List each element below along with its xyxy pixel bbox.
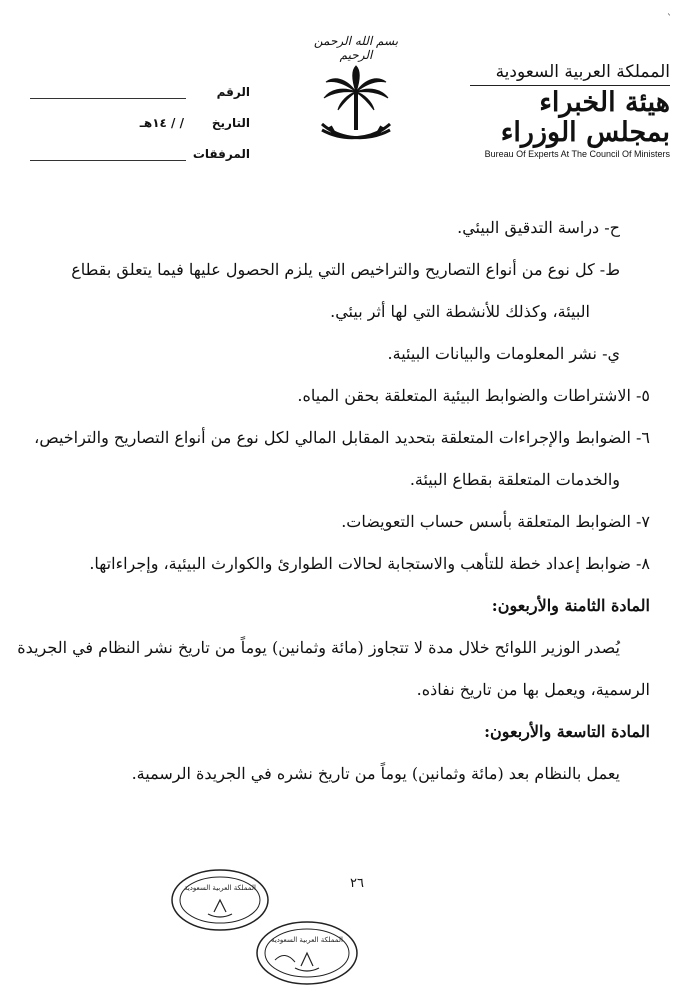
article-48-line1: يُصدر الوزير اللوائح خلال مدة لا تتجاوز (مائة وثمانين) يوماً من تاريخ نشر النظام في الجريدة: [17, 638, 620, 657]
article-48-heading: المادة الثامنة والأربعون:: [491, 596, 650, 615]
item-5: ٥- الاشتراطات والضوابط البيئية المتعلقة بحقن المياه.: [297, 386, 650, 405]
reference-fields: [30, 68, 250, 161]
bureau-name-arabic: هيئة الخبراء بمجلس الوزراء: [500, 87, 670, 148]
number-row: [30, 68, 250, 99]
article-49-heading: المادة التاسعة والأربعون:: [484, 722, 650, 741]
item-6-line2: والخدمات المتعلقة بقطاع البيئة.: [409, 470, 620, 489]
page-number: ٢٦: [350, 876, 364, 891]
item-ta-line1: ط- كل نوع من أنواع التصاريح والتراخيص التي يلزم الحصول عليها فيما يتعلق بقطاع: [71, 260, 620, 279]
bureau-name-english: Bureau Of Experts At The Council Of Ministers: [484, 149, 670, 160]
item-ha: ح- دراسة التدقيق البيئي.: [457, 218, 620, 237]
corner-mark: `: [667, 14, 672, 25]
item-7: ٧- الضوابط المتعلقة بأسس حساب التعويضات.: [341, 512, 650, 531]
date-row: [30, 99, 250, 130]
number-label: الرقم: [216, 85, 250, 99]
seal-1-text: المملكة العربية السعودية: [184, 884, 256, 892]
attachments-row: [30, 130, 250, 161]
item-ya: ي- نشر المعلومات والبيانات البيئية.: [387, 344, 620, 363]
date-value: / / ١٤هـ: [139, 116, 184, 130]
official-seal-icon: [255, 920, 359, 986]
palm-swords-emblem-icon: [316, 64, 396, 146]
kingdom-name: المملكة العربية السعودية: [495, 62, 670, 82]
seal-2-text: المملكة العربية السعودية: [271, 936, 343, 944]
attachments-label: المرفقات: [192, 147, 250, 161]
basmala: بسم الله الرحمن الرحيم: [313, 34, 399, 62]
emblem-block: [308, 34, 404, 146]
item-6-line1: ٦- الضوابط والإجراءات المتعلقة بتحديد المقابل المالي لكل نوع من أنواع التصاريح والتراخيص،: [34, 428, 650, 447]
attachments-blank: [30, 148, 186, 161]
date-label: التاريخ: [211, 116, 250, 130]
number-blank: [30, 86, 186, 99]
article-48-line2: الرسمية، ويعمل بها من تاريخ نفاذه.: [416, 680, 650, 699]
article-49-line1: يعمل بالنظام بعد (مائة وثمانين) يوماً من تاريخ نشره في الجريدة الرسمية.: [131, 764, 620, 783]
item-ta-line2: البيئة، وكذلك للأنشطة التي لها أثر بيئي.: [330, 302, 590, 321]
bureau-letterhead: [470, 62, 670, 159]
item-8: ٨- ضوابط إعداد خطة للتأهب والاستجابة لحالات الطوارئ والكوارث البيئية، وإجراءاتها.: [89, 554, 650, 573]
letterhead-divider: [470, 85, 670, 86]
